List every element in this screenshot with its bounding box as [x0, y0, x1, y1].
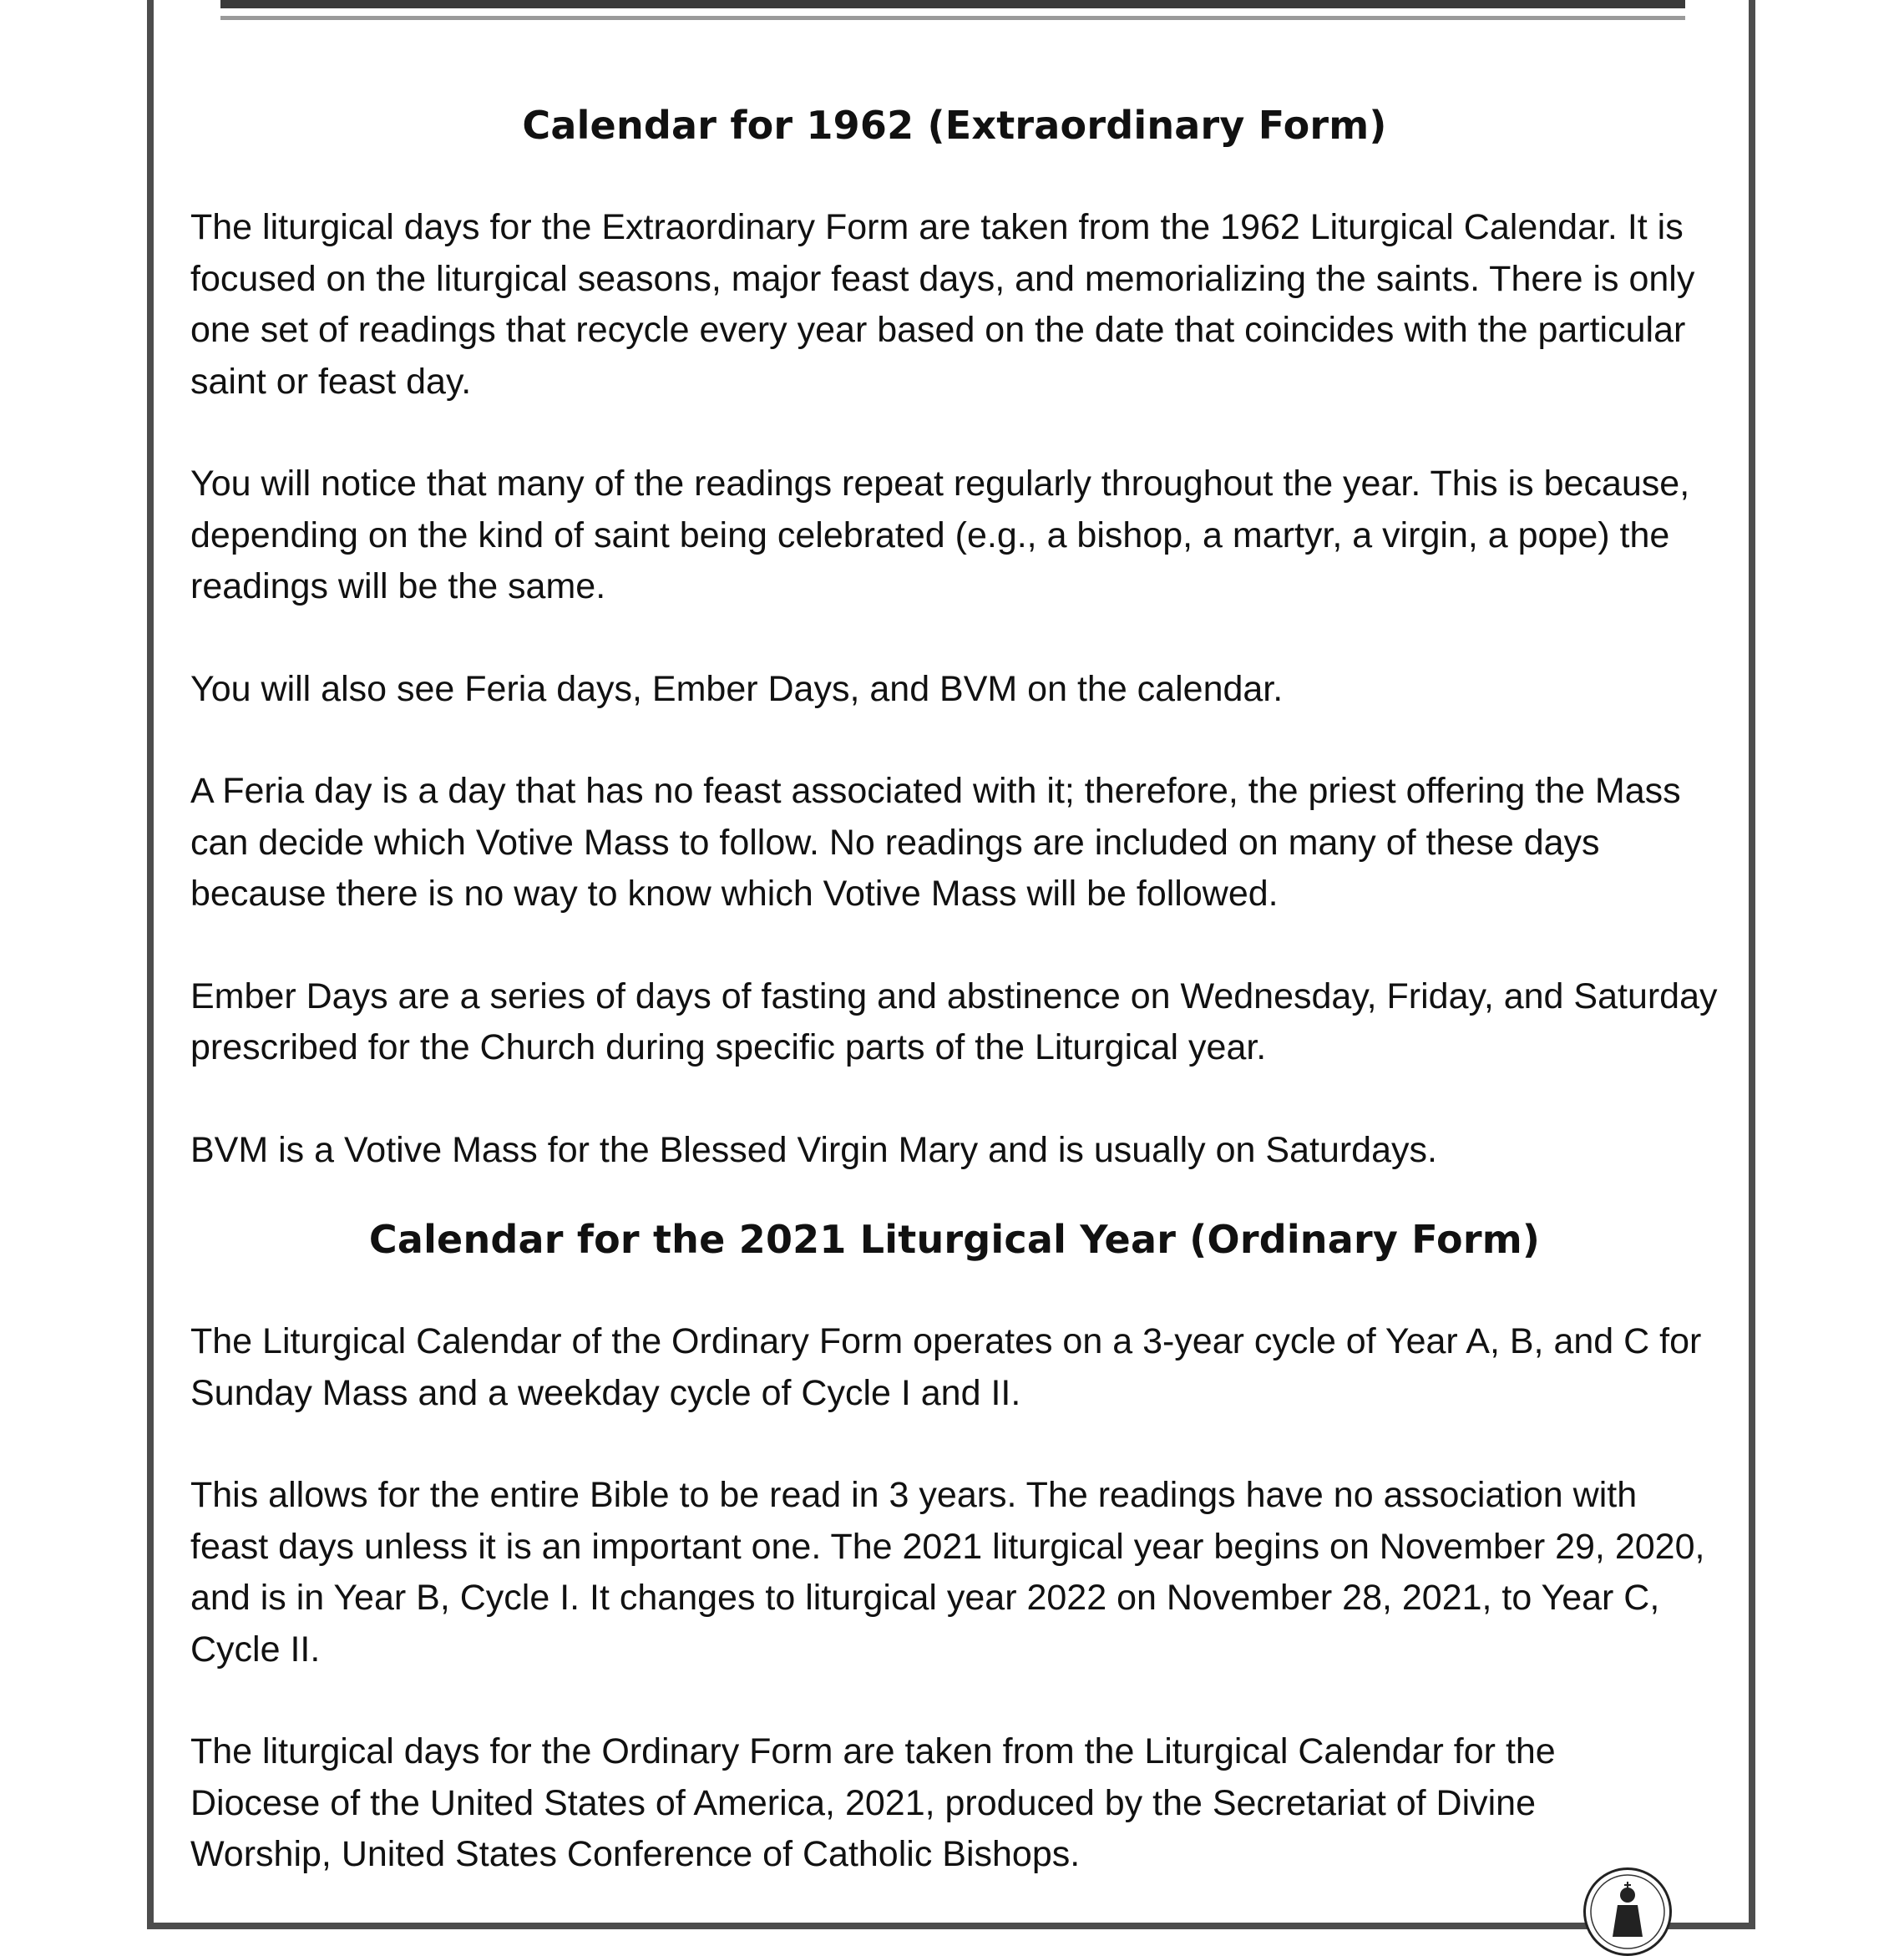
paragraph-ordinary-cycle: The Liturgical Calendar of the Ordinary Form operates on a 3-year cycle of Year A, B, and C for Sunday Mass and a weekday cycle of Cycle I and II. — [190, 1321, 1702, 1413]
paragraph-bible-three-years: This allows for the entire Bible to be read in 3 years. The readings have no association with feast days unless it is an important one. The 2021 liturgical year begins on November 29, 2020, and is in Year B, Cycle I. It changes to liturgical year 2022 on November 28, 2021, to Year C, Cycle II. — [190, 1475, 1705, 1670]
paragraph-1962-overview: The liturgical days for the Extraordinary Form are taken from the 1962 Liturgical Calendar. It is focused on the liturgical seasons, major feast days, and memorializing the saints. There is only one set of readings that recycle every year based on the date that coincides with the particular saint or feast day. — [190, 207, 1695, 402]
document-body — [190, 92, 1719, 1881]
section-heading-ordinary-form: Calendar for the 2021 Liturgical Year (Ordinary Form) — [368, 1217, 1541, 1262]
paragraph-readings-repeat: You will notice that many of the readings repeat regularly throughout the year. This is because, depending on the kind of saint being celebrated (e.g., a bishop, a martyr, a virgin, a pope) the readings will be the same. — [190, 464, 1690, 606]
paragraph-ember-days: Ember Days are a series of days of fasting and abstinence on Wednesday, Friday, and Saturday prescribed for the Church during specific parts of the Liturgical year. — [190, 975, 1718, 1067]
paragraph-ordinary-source: The liturgical days for the Ordinary Form are taken from the Liturgical Calendar for the Diocese of the United States of America, 2021, produced by the Secretariat of Divine Worship, United States Conference of Catholic Bishops. — [190, 1731, 1556, 1874]
paragraph-feria-day: A Feria day is a day that has no feast associated with it; therefore, the priest offering the Mass can decide which Votive Mass to follow. No readings are included on many of these days because there is no way to know which Votive Mass will be followed. — [190, 771, 1681, 914]
paragraph-feria-ember-bvm: You will also see Feria days, Ember Days, and BVM on the calendar. — [190, 668, 1284, 709]
section-heading-extraordinary-form: Calendar for 1962 (Extraordinary Form) — [522, 103, 1387, 148]
paragraph-bvm: BVM is a Votive Mass for the Blessed Virgin Mary and is usually on Saturdays. — [190, 1129, 1437, 1170]
seal-icon — [1583, 1867, 1672, 1956]
